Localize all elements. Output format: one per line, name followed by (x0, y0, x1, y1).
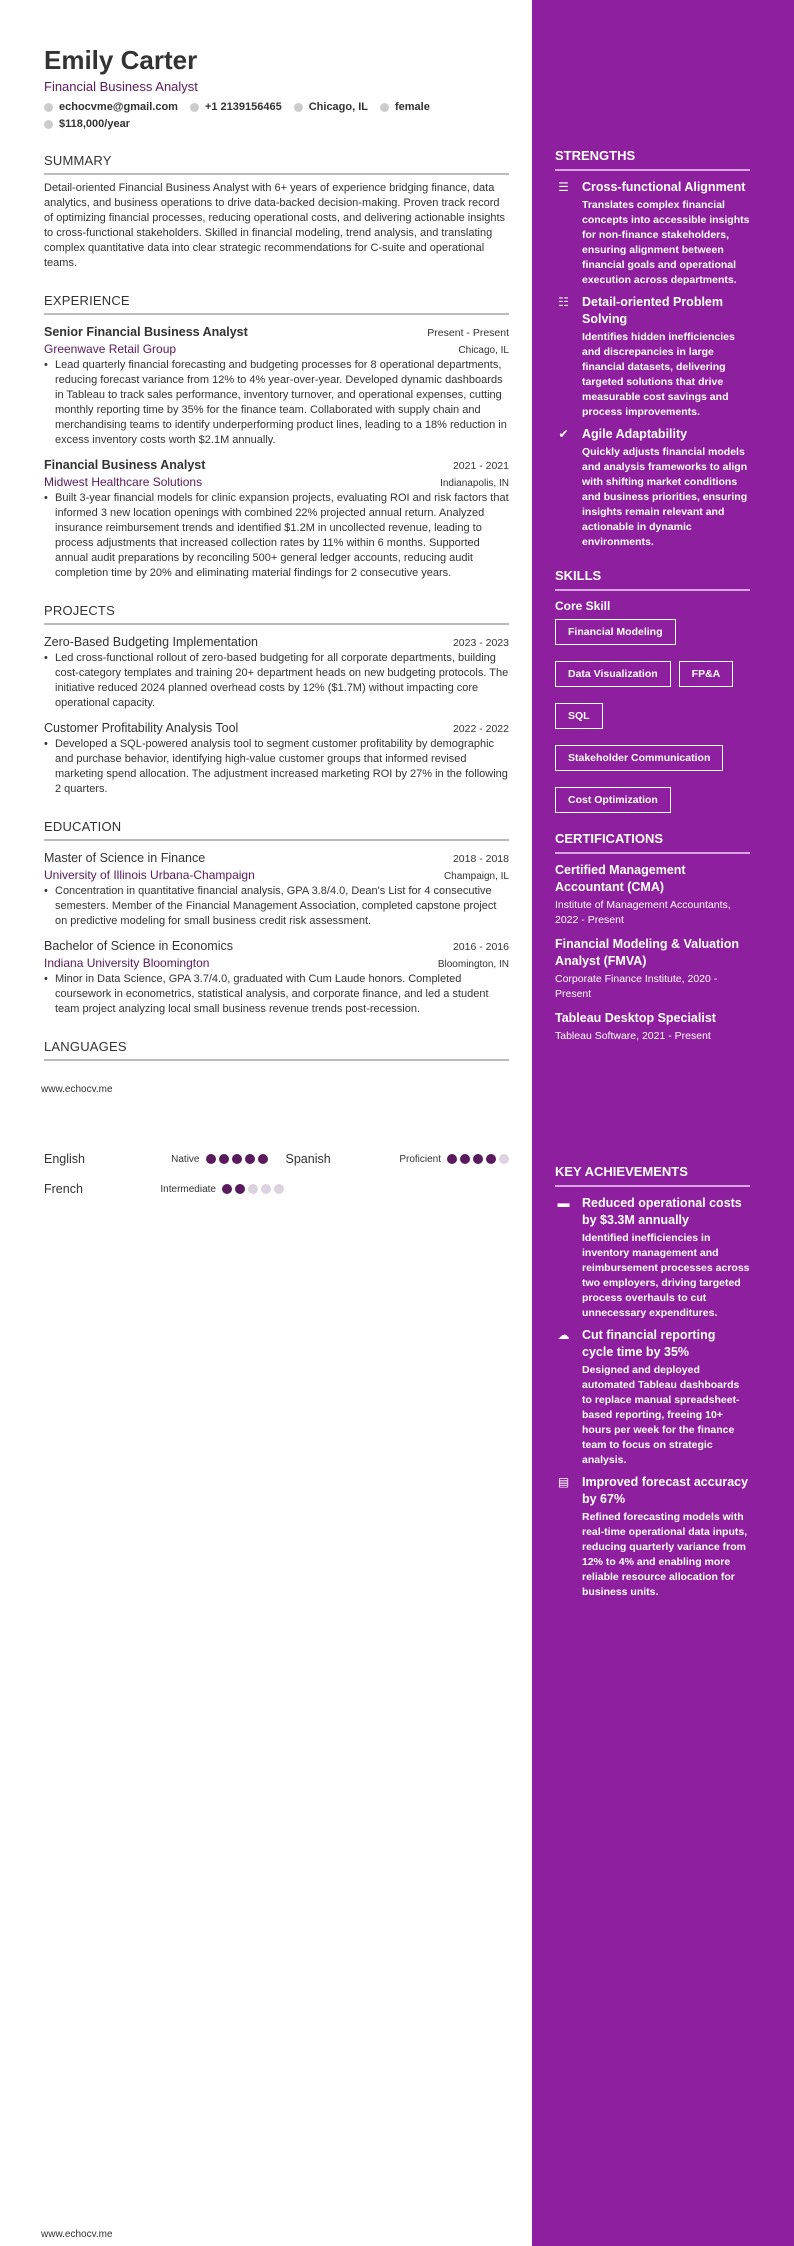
language-name: French (44, 1182, 83, 1196)
experience-item (44, 321, 509, 448)
degree: Master of Science in Finance (44, 851, 206, 865)
certification-item (555, 936, 750, 1002)
contact-row (44, 100, 509, 114)
projects-section (44, 603, 509, 797)
degree: Bachelor of Science in Economics (44, 939, 233, 953)
email-icon (44, 103, 53, 112)
cert-detail: Tableau Software, 2021 - Present (555, 1030, 711, 1042)
achievements-section (555, 1164, 750, 1606)
achievement-desc: Identified inefficiencies in inventory management and reimbursement processes across two employers, driving targeted process overhauls to cut unnecessary expenditures. (582, 1232, 750, 1319)
person-icon (380, 103, 389, 112)
cert-name: Financial Modeling & Valuation Analyst (FMVA) (555, 937, 740, 968)
education-section (44, 819, 509, 1017)
skills-section (555, 568, 750, 813)
skill-group-title: Core Skill (555, 599, 611, 613)
empty-dot (248, 1184, 258, 1194)
filled-dot (235, 1184, 245, 1194)
bullet: • Developed a SQL-powered analysis tool to segment customer profitability by demographic and purchase behavior, identifying high-value customer groups that informed revised marketing spend allocation. The adjustment increased marketing ROI by 27% in the following 2 quarters. (44, 737, 509, 797)
company: Midwest Healthcare Solutions (44, 475, 203, 489)
section-heading: STRENGTHS (555, 148, 750, 171)
speech-bubble-icon: ▬ (557, 1196, 570, 1210)
proficiency-dots (447, 1154, 509, 1164)
salary: $118,000/year (59, 118, 130, 130)
proficiency-dots (206, 1154, 268, 1164)
achievement-item (555, 1327, 750, 1468)
money-icon (44, 120, 53, 129)
filled-dot (219, 1154, 229, 1164)
dates: 2022 - 2022 (452, 723, 509, 735)
section-heading: SUMMARY (44, 153, 509, 175)
strength-desc: Translates complex financial concepts into accessible insights for non-finance stakeholders, ensuring alignment between financial goals and operational execution across departments. (582, 199, 750, 286)
dates: 2023 - 2023 (452, 637, 509, 649)
proficiency-dots (222, 1184, 284, 1194)
cert-name: Tableau Desktop Specialist (555, 1011, 716, 1025)
certification-item (555, 1010, 750, 1044)
bullet: • Led cross-functional rollout of zero-based budgeting for all corporate departments, building cost-category templates and training 20+ department heads on new budgeting protocols. The initiative reduced 2024 planned overhead costs by 12% ($1.7M) without impacting core operational capacity. (44, 651, 509, 711)
strength-item (555, 426, 750, 550)
empty-dot (261, 1184, 271, 1194)
empty-dot (499, 1154, 509, 1164)
section-heading: EDUCATION (44, 819, 509, 841)
achievement-item (555, 1474, 750, 1600)
language-name: Spanish (285, 1152, 331, 1166)
language-level: Native (171, 1153, 200, 1165)
filled-dot (258, 1154, 268, 1164)
strength-item (555, 179, 750, 288)
filled-dot (473, 1154, 483, 1164)
project-title: Zero-Based Budgeting Implementation (44, 635, 259, 649)
bullet: • Concentration in quantitative financial analysis, GPA 3.8/4.0, Dean's List for 4 consecutive semesters. Member of the Financial Management Association, completed capstone project on predictive modeling for small business credit risk assessment. (44, 884, 509, 929)
achievement-desc: Designed and deployed automated Tableau dashboards to replace manual spreadsheet-based reporting, freeing 10+ hours per week for the finance team to focus on strategic analysis. (582, 1364, 740, 1466)
achievement-title: Improved forecast accuracy by 67% (582, 1475, 749, 1506)
footer-website-link[interactable]: www.echocv.me (41, 2229, 113, 2240)
filled-dot (447, 1154, 457, 1164)
skill-chip: FP&A (679, 661, 734, 687)
dates: Present - Present (427, 327, 509, 339)
skill-chip: SQL (555, 703, 603, 729)
strength-title: Detail-oriented Problem Solving (582, 295, 723, 326)
job-title: Financial Business Analyst (44, 79, 198, 94)
experience-item (44, 454, 509, 581)
bullet: • Minor in Data Science, GPA 3.7/4.0, graduated with Cum Laude honors. Completed coursework in econometrics, statistical analysis, and corporate finance, and led a student team project analyzing local small business revenue trends post-recession. (44, 972, 509, 1017)
project-item (44, 717, 509, 797)
achievement-item (555, 1195, 750, 1321)
location: Champaign, IL (443, 871, 509, 882)
cert-detail: Institute of Management Accountants, 2022 - Present (555, 899, 731, 926)
salary-row (44, 117, 509, 131)
main-column (41, 44, 509, 1204)
language-level: Intermediate (160, 1183, 216, 1195)
certification-item (555, 862, 750, 928)
language-name: English (44, 1152, 85, 1166)
phone-icon (190, 103, 199, 112)
strengths-section (555, 148, 750, 550)
skill-chip: Cost Optimization (555, 787, 671, 813)
strength-item (555, 294, 750, 420)
dates: 2021 - 2021 (452, 460, 509, 472)
skill-chip: Financial Modeling (555, 619, 676, 645)
languages-list (44, 1144, 509, 1204)
location: Bloomington, IN (437, 959, 509, 970)
education-item (44, 935, 509, 1017)
location: Chicago, IL (308, 101, 368, 113)
education-item (44, 847, 509, 929)
cert-name: Certified Management Accountant (CMA) (555, 863, 686, 894)
company: Greenwave Retail Group (44, 342, 177, 356)
dates: 2016 - 2016 (452, 941, 509, 953)
strength-title: Cross-functional Alignment (582, 180, 746, 194)
location: Chicago, IL (458, 345, 509, 356)
strength-desc: Quickly adjusts financial models and analysis frameworks to align with shifting market conditions and business priorities, ensuring insights remain relevant and actionable in dynamic environments. (582, 446, 748, 548)
experience-section (44, 293, 509, 581)
summary-section (44, 153, 509, 271)
dates: 2018 - 2018 (452, 853, 509, 865)
achievement-title: Reduced operational costs by $3.3M annually (582, 1196, 742, 1227)
filled-dot (486, 1154, 496, 1164)
languages-section (44, 1039, 509, 1061)
filled-dot (460, 1154, 470, 1164)
check-circle-icon: ✔ (558, 427, 569, 441)
bullet: • Built 3-year financial models for clinic expansion projects, evaluating ROI and risk factors that informed 3 new location openings with combined 22% projected annual return. Analyzed insurance reimbursement trends and identified $1.2M in uncollected revenue, leading to process adjustments that increased collection rates by 11% within 6 months. Supported annual audit preparations by reconciling 500+ general ledger accounts, reducing audit completion time by 20% and eliminating material findings for 2 consecutive years. (44, 491, 509, 581)
sliders-icon: ☷ (558, 295, 569, 309)
strength-title: Agile Adaptability (582, 427, 688, 441)
language-level: Proficient (399, 1153, 441, 1165)
filled-dot (222, 1184, 232, 1194)
language-item (44, 1182, 284, 1196)
language-item (286, 1152, 510, 1166)
email[interactable]: echocvme@gmail.com (59, 101, 178, 113)
skill-chip: Stakeholder Communication (555, 745, 723, 771)
gender: female (395, 101, 430, 113)
filled-dot (232, 1154, 242, 1164)
phone[interactable]: +1 2139156465 (204, 101, 282, 113)
empty-dot (274, 1184, 284, 1194)
archive-icon: ▤ (557, 1475, 570, 1489)
filled-dot (245, 1154, 255, 1164)
skill-chip: Data Visualization (555, 661, 671, 687)
project-title: Customer Profitability Analysis Tool (44, 721, 239, 735)
bullet: • Lead quarterly financial forecasting and budgeting processes for 8 operational departments, reducing forecast variance from 12% to 4% year-over-year. Developed dynamic dashboards in Tableau to track sales performance, inventory turnover, and operational expenses, cutting monthly reporting time by 35% for the finance team. Collaborated with supply chain and merchandising teams to identify underperforming product lines, leading to a 18% reduction in excess inventory costs worth $2.1M annually. (44, 358, 509, 448)
section-heading: LANGUAGES (44, 1039, 509, 1061)
certifications-section (555, 831, 750, 1044)
section-heading: PROJECTS (44, 603, 509, 625)
sidebar-column (555, 148, 750, 1052)
filled-dot (206, 1154, 216, 1164)
summary-text: Detail-oriented Financial Business Analyst with 6+ years of experience bridging finance, data analytics, and business operations to drive data-backed decision-making. Proven track record of optimizing financial processes, reducing operational costs, and delivering actionable insights to cross-functional stakeholders. Skilled in financial modeling, trend analysis, and translating complex quantitative data into clear strategic recommendations for C-suite and operational teams. (44, 182, 506, 269)
achievement-desc: Refined forecasting models with real-time operational data inputs, reducing quarterly variance from 12% to 4% and enabling more reliable resource allocation for business units. (582, 1511, 748, 1598)
section-heading: EXPERIENCE (44, 293, 509, 315)
location: Indianapolis, IN (440, 478, 509, 489)
achievement-title: Cut financial reporting cycle time by 35% (582, 1328, 716, 1359)
role-title: Senior Financial Business Analyst (44, 325, 248, 339)
section-heading: SKILLS (555, 568, 750, 591)
school: Indiana University Bloomington (44, 956, 210, 970)
project-item (44, 631, 509, 711)
cloud-icon: ☁ (557, 1328, 570, 1342)
section-heading: KEY ACHIEVEMENTS (555, 1164, 750, 1187)
section-heading: CERTIFICATIONS (555, 831, 750, 854)
strength-desc: Identifies hidden inefficiencies and discrepancies in large financial datasets, delivering targeted solutions that drive measurable cost savings and process improvements. (582, 331, 735, 418)
website-link[interactable]: www.echocv.me (41, 1084, 113, 1095)
candidate-name: Emily Carter (44, 45, 198, 75)
school: University of Illinois Urbana-Champaign (44, 868, 255, 882)
location-icon (294, 103, 303, 112)
role-title: Financial Business Analyst (44, 458, 206, 472)
lines-icon: ☰ (558, 180, 569, 194)
cert-detail: Corporate Finance Institute, 2020 - Present (555, 973, 718, 1000)
language-item (44, 1152, 268, 1166)
